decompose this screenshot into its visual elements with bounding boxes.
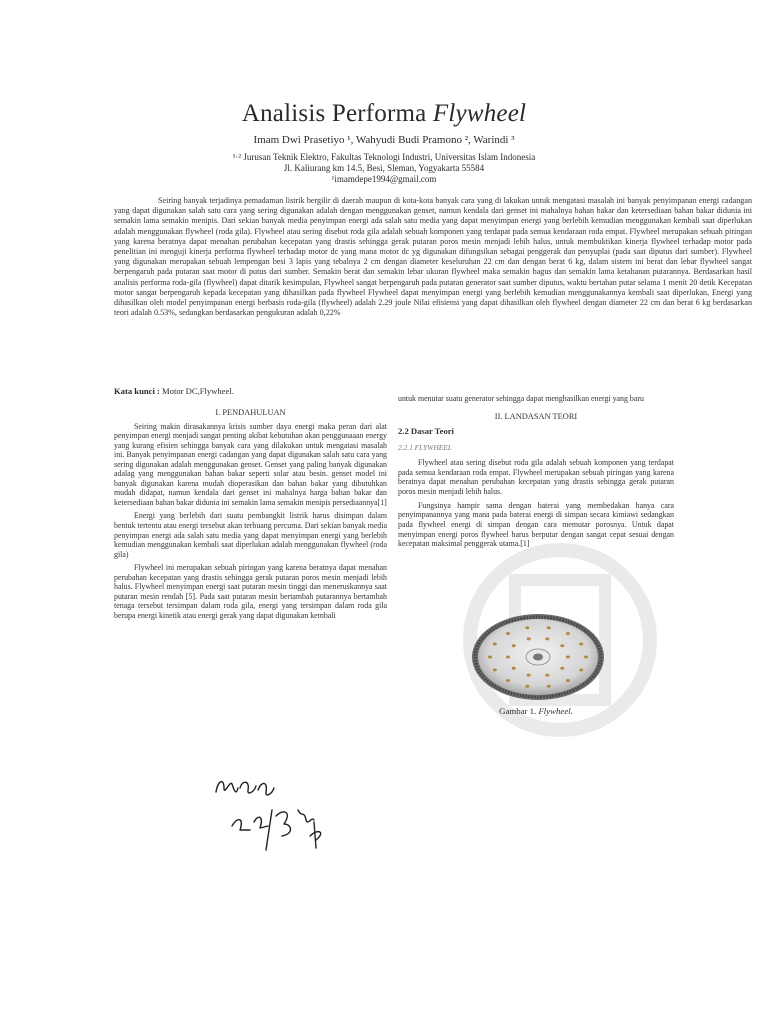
handwritten-signature	[210, 770, 340, 860]
section-heading-theory: II. LANDASAN TEORI	[494, 411, 578, 421]
author-email: ¹imamdepe1994@gmail.com	[331, 174, 437, 184]
flywheel-hole	[527, 637, 531, 640]
flywheel-hole	[488, 656, 492, 659]
flywheel-hole	[527, 674, 531, 677]
flywheel-hole	[579, 669, 583, 672]
flywheel-hole	[493, 669, 497, 672]
section-heading-introduction: I. PENDAHULUAN	[215, 408, 286, 417]
flywheel-figure	[470, 612, 606, 702]
flywheel-hole	[506, 679, 510, 682]
flywheel-hole	[512, 667, 516, 670]
left-column	[114, 405, 387, 620]
flywheel-hole	[566, 656, 570, 659]
flywheel-hole	[545, 674, 549, 677]
flywheel-hole	[560, 667, 564, 670]
figure-caption: Gambar 1. Flywheel.	[499, 706, 573, 716]
paragraph: Seiring makin dirasakannya krisis sumber daya energi maka peran dari alat penyimpan energi menjadi sangat penting akibat kebutuhan akan penggunaaan energy yang kurang efisien sehingga banyak cara yang dilakukan untuk mengatasi masalah ini. Banyak penyimpanan energi cadangan yang dapat digunakan salah satu cara yang sering digunakan adalah menggunakan genset. Genset yang paling banyak digunakan adalag yang menggunakan bahan bakar seperti solar atau besin. genset model ini banyak digunakan karena mudah dioperasikan dan bahan bakar yang dibutuhkan mudah didapat, namun kendala dari genset ini mahalnya harga bahan bakar dan ketersediaan bahan bakar didunia ini semakin lama semakin menipis persediaannya[1]	[114, 421, 387, 507]
paper-authors: Imam Dwi Prasetiyo ¹, Wahyudi Budi Pramono ², Warindi ³	[253, 134, 515, 146]
flywheel-hole	[525, 626, 529, 629]
flywheel-hole	[547, 685, 551, 688]
flywheel-hole	[566, 679, 570, 682]
paragraph: Flywheel ini merupakan sebuah piringan yang karena beratnya dapat menahan perubahan kecepatan yang drastis sehingga gerak putaran poros mesin menjadi lebih halus. Flywheel menyimpan energi saat putaran mesin tinggi dan meneruskannya saat putaran mesin rendah [5]. Pada saat putaran mesin bertambah putarannya bertambah tenaga tersebut tersimpan dalam roda gila, energi yang tersimpan dalam roda gila berupa energi kinetik atau energi gerak yang dapat digunakan kembali	[114, 563, 387, 620]
flywheel-hole	[493, 643, 497, 646]
abstract: Seiring banyak terjadinya pemadaman listrik bergilir di daerah maupun di kota-kota banyak cara yang di lakukan untuk mengatasi masalah ini banyak penyimpanan energi cadangan yang dapat digunakan salah satu cara yang sering digunakan adalah dengan menggunakan genset, namun kendala dari genset ini mahalnya bahan bakar dan ketersediaan bahan bakar didunia ini semakin lama semakin menipis. Dari sekian banyak media penyimpan energi ada salah satu media yang dapat menyimpan energi yang berlebih kemudian menggunakan kembali saat diperlukan adalah menggunakan flywheel (roda gila). Flywheel atau sering disebut roda gila adalah sebuah komponen yang terdapat pada semua kendaraan roda empat. Flywheel merupakan sebuah piringan yang karena beratnya dapat menahan perubahan kecepatan yang drastis sehingga gerak putaran poros mesin menjadi lebih halus, untuk membuktikan kinerja flywheel terhadap motor pada penelitian ini menguji kinerja performa flywheel terhadap motor dc yang mana motor dc yg digunakan difungsikan sebagai penggerak dan penyuplai (pada saat diputus dari sumber). Flywheel yang digunakan merupakan sebuah lempengan besi 3 lapis yang tebalnya 2 cm dengan diameter keseluruhan 22 cm dan dengan berat 6 kg, dalam sistem ini berat dan lebar flywheel sangat berpengaruh pada putaran saat motor di putus dari sumber. Semakin berat dan semakin lebar ukuran flywheel maka semakin bagus dan semakin lama ketahanan putarannya. Berdasarkan hasil analisis performa roda-gila (flywheel) dapat ditarik kesimpulan, Flywheel sangat berpengaruh pada putaran generator saat sumber diputus, waktu bertahan putar selama 1 menit 20 detik Kecepatan motor sangat berpengaruh kepada kecepatan yang dihasilkan pada flywheel Flywheel dapat menyimpan energi yang berlebih kemudian menggunakannya kembali saat diperlukan, Energi yang dihasilkan oleh model penyimpanan energi berbasis roda-gila (flywheel) adalah 2.29 joule Nilai efisiensi yang dapat dihasilkan oleh flywheel dengan diameter 22 cm dan berat 6 kg berdasarkan teori adalah 0.53%, sedangkan berdasarkan pengukuran adalah 0,22%	[114, 196, 752, 318]
flywheel-hole	[512, 644, 516, 647]
flywheel-hole	[545, 637, 549, 640]
paragraph: Flywheel atau sering disebut roda gila adalah sebuah komponen yang terdapat pada semua kendaraan roda empat. Flywheel merupakan sebuah piringan yang karena beratnya dapat menahan perubahan kecepatan yang drastis sehingga gerak putaran poros mesin menjadi lebih halus.	[398, 457, 674, 496]
paper-affiliation: ¹·² Jurusan Teknik Elektro, Fakultas Teknologi Industri, Universitas Islam Indonesia Jl. Kaliurang km 14.5, Besi, Sleman, Yogyakarta 55584 ¹imamdepe1994@gmail.com	[0, 152, 768, 185]
subsection-heading: 2.2 Dasar Teori	[398, 426, 454, 437]
keywords: Kata kunci : Motor DC,Flywheel.	[114, 386, 234, 396]
flywheel-hole	[525, 685, 529, 688]
subsubsection-heading: 2.2.1 FLYWHEEL	[398, 443, 452, 453]
flywheel-hole	[506, 656, 510, 659]
paragraph: untuk menutar suatu generator sehingga dapat menghasilkan energi yang baru	[398, 394, 644, 403]
flywheel-hole	[506, 632, 510, 635]
flywheel-hole	[566, 632, 570, 635]
flywheel-hole	[579, 643, 583, 646]
paragraph: Energi yang berlebih dari suatu pembangkit listrik harus disimpan dalam bentuk tertentu atau energi tersebut akan terbuang percuma. Dari sekian banyak media penyimpan energi ada salah satu media yang dapat menyimpan energi yang berlebih kemudian menggunakan kembali saat diperlukan adalah menggunakan flywheel (roda gila)	[114, 511, 387, 559]
flywheel-hole	[547, 626, 551, 629]
flywheel-hole	[560, 644, 564, 647]
flywheel-hole	[584, 656, 588, 659]
paper-title: Analisis Performa Flywheel	[241, 100, 527, 127]
right-column	[398, 394, 674, 549]
paragraph: Fungsinya hampir sama dengan baterai yang membedakan hanya cara penyimpanannya yang mana pada baterai energi di simpan secara kimiawi sedangkan pada flywheel energi di simpan dengan cara memutar porosnya. Untuk dapat menyimpan energi poros flywheel harus berputar dengan sangat cepat sesuai dengan kecepatan maksimal penggerak utama.[1]	[398, 500, 674, 549]
